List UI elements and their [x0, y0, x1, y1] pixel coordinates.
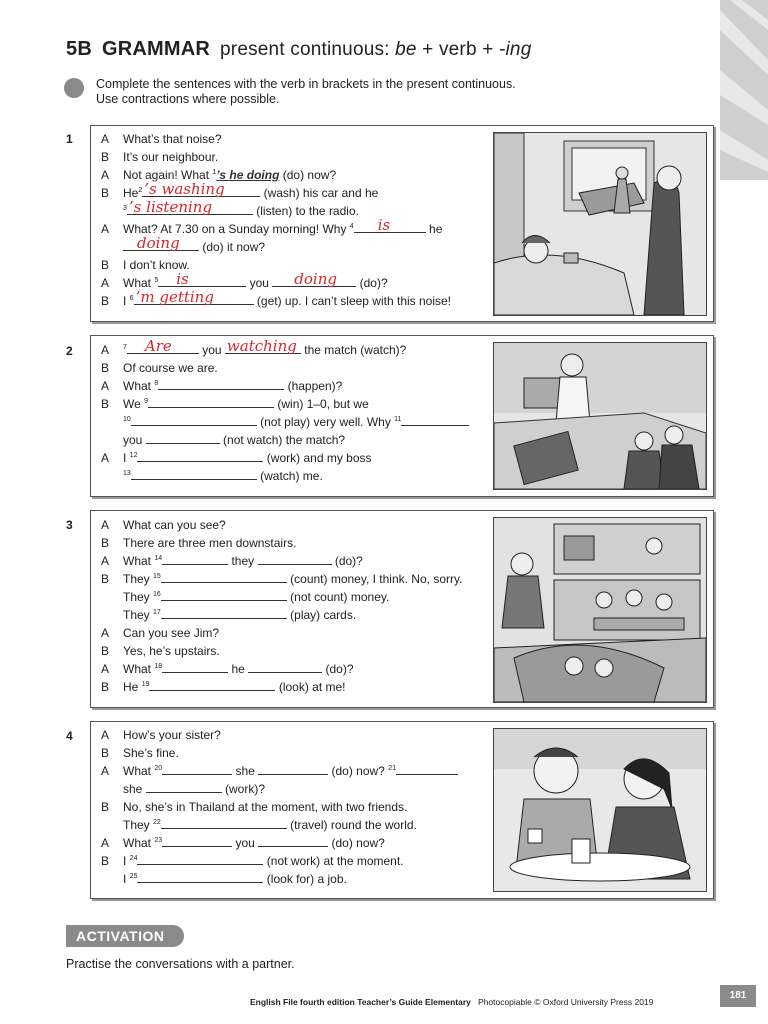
lesson-code: 5B: [66, 38, 92, 60]
dialogue-line: A What $^{20}$ she (do) now? $^{21}$: [101, 762, 458, 780]
answer-blank[interactable]: [134, 288, 254, 306]
handwritten-answer: ’s washing: [144, 180, 225, 198]
dialogue-line: A $^7$ Are you watching the match (watch)?: [101, 337, 407, 357]
handwritten-answer: is: [377, 216, 391, 234]
exercise-number: 3: [66, 518, 73, 532]
answer-blank[interactable]: [354, 216, 426, 234]
dialogue-line: $^{13}$ (watch) me.: [123, 469, 323, 483]
answer-blank[interactable]: [161, 570, 287, 583]
dialogue-line: A What $^{23}$ you (do) now?: [101, 836, 385, 850]
dialogue-line: A What? At 7.30 on a Sunday morning! Why $^4$ is he: [101, 216, 443, 236]
dialogue-line: B He $^{19}$ (look) at me!: [101, 680, 346, 694]
exercise-2-box: [90, 335, 714, 497]
exercise-4-box: [90, 721, 714, 899]
dialogue-line: B I $^{24}$ (not work) at the moment.: [101, 854, 404, 868]
exercise-3-box: [90, 510, 714, 708]
activation-text: Practise the conversations with a partner.: [66, 957, 295, 971]
illustration-football-match: [493, 342, 707, 490]
answer-blank[interactable]: [137, 852, 263, 865]
answer-blank[interactable]: [248, 660, 322, 673]
dialogue-line: B It’s our neighbour.: [101, 150, 219, 164]
answer-blank[interactable]: [258, 834, 328, 847]
dialogue-line: A Not again! What $^1$’s he doing (do) now?: [101, 168, 337, 182]
dialogue-line: A What $^{14}$ they (do)?: [101, 554, 363, 568]
dialogue-line: They $^{16}$ (not count) money.: [123, 590, 390, 604]
exercise-number: 2: [66, 344, 73, 358]
dialogue-line: B He$^2$ ’s washing (wash) his car and he: [101, 180, 379, 200]
example-answer: ’s he doing: [216, 168, 280, 182]
footer-copyright: Photocopiable © Oxford University Press 2019: [477, 997, 654, 1007]
answer-blank[interactable]: [162, 834, 232, 847]
handwritten-answer: ’s listening: [128, 198, 213, 216]
handwritten-answer: doing: [137, 234, 180, 252]
dialogue-line: B I $^6$ ’m getting (get) up. I can’t sleep with this noise!: [101, 288, 452, 308]
exercise-number: 1: [66, 132, 73, 146]
dialogue-line: B She’s fine.: [101, 746, 179, 760]
answer-blank[interactable]: [162, 660, 228, 673]
answer-blank[interactable]: [142, 180, 260, 198]
answer-blank[interactable]: [162, 762, 232, 775]
illustration-cafe-conversation: [493, 728, 707, 892]
dialogue-line: A What can you see?: [101, 518, 226, 532]
answer-blank[interactable]: [161, 606, 287, 619]
dialogue-line: B Of course we are.: [101, 361, 218, 375]
dialogue-line: A What’s that noise?: [101, 132, 222, 146]
answer-blank[interactable]: [127, 337, 199, 355]
illustration-building-surveillance: [493, 517, 707, 703]
dialogue-line: B We $^9$ (win) 1–0, but we: [101, 397, 369, 411]
dialogue-line: B I don’t know.: [101, 258, 190, 272]
answer-blank[interactable]: [162, 552, 228, 565]
dialogue-line: doing (do) it now?: [101, 238, 265, 256]
dialogue-line: A What $^5$ is you doing (do)?: [101, 270, 388, 290]
dialogue-line: A What $^{18}$ he (do)?: [101, 662, 354, 676]
answer-blank[interactable]: [258, 552, 332, 565]
instructions: Complete the sentences with the verb in brackets in the present continuous. Use contractions where possible.: [96, 77, 516, 106]
answer-blank[interactable]: [123, 234, 199, 252]
answer-blank[interactable]: [401, 413, 469, 426]
answer-blank[interactable]: [225, 337, 301, 355]
answer-blank[interactable]: [131, 467, 257, 480]
bullet-icon: [64, 78, 84, 98]
exercise-number: 4: [66, 729, 73, 743]
page-number: 181: [720, 985, 756, 1007]
footer-book: English File fourth edition Teacher’s Guide Elementary: [250, 997, 471, 1007]
handwritten-answer: watching: [226, 337, 297, 355]
dialogue-line: $^{10}$ (not play) very well. Why $^{11}$: [101, 413, 469, 431]
dialogue-line: A I $^{12}$ (work) and my boss: [101, 451, 372, 465]
answer-blank[interactable]: [131, 413, 257, 426]
subtitle: present continuous: be + verb + -ing: [220, 39, 532, 60]
dialogue-line: A How’s your sister?: [101, 728, 221, 742]
handwritten-answer: ’m getting: [135, 288, 214, 306]
dialogue-line: B There are three men downstairs.: [101, 536, 297, 550]
answer-blank[interactable]: [146, 780, 222, 793]
answer-blank[interactable]: [137, 449, 263, 462]
answer-blank[interactable]: [158, 270, 246, 288]
page-title: [66, 38, 531, 61]
dialogue-line: B They $^{15}$ (count) money, I think. No, sorry.: [101, 572, 463, 586]
dialogue-line: I $^{25}$ (look for) a job.: [123, 872, 347, 886]
handwritten-answer: Are: [144, 337, 172, 355]
dialogue-line: you (not watch) the match?: [123, 433, 346, 447]
answer-blank[interactable]: [149, 678, 275, 691]
answer-blank[interactable]: [127, 198, 253, 216]
section-name: GRAMMAR: [101, 38, 211, 60]
dialogue-line: B Yes, he’s upstairs.: [101, 644, 220, 658]
dialogue-line: A Can you see Jim?: [101, 626, 220, 640]
illustration-neighbour-noise: [493, 132, 707, 316]
dialogue-line: They $^{22}$ (travel) round the world.: [123, 818, 417, 832]
answer-blank[interactable]: [161, 588, 287, 601]
answer-blank[interactable]: [272, 270, 356, 288]
answer-blank[interactable]: [396, 762, 458, 775]
dialogue-line: They $^{17}$ (play) cards.: [123, 608, 357, 622]
footer: [250, 997, 653, 1007]
dialogue-line: $^3$ ’s listening (listen) to the radio.: [123, 198, 359, 218]
dialogue-line: B No, she’s in Thailand at the moment, with two friends.: [101, 800, 408, 814]
dialogue-line: she (work)?: [123, 782, 266, 796]
activation-label: ACTIVATION: [66, 925, 184, 947]
answer-blank[interactable]: [258, 762, 328, 775]
corner-decoration: [720, 0, 768, 180]
answer-blank[interactable]: [148, 395, 274, 408]
answer-blank[interactable]: [158, 377, 284, 390]
exercise-1-box: [90, 125, 714, 322]
answer-blank[interactable]: [146, 431, 220, 444]
handwritten-answer: doing: [294, 270, 337, 288]
dialogue-line: A What $^8$ (happen)?: [101, 379, 343, 393]
answer-blank[interactable]: [137, 870, 263, 883]
answer-blank[interactable]: [161, 816, 287, 829]
handwritten-answer: is: [176, 270, 189, 288]
